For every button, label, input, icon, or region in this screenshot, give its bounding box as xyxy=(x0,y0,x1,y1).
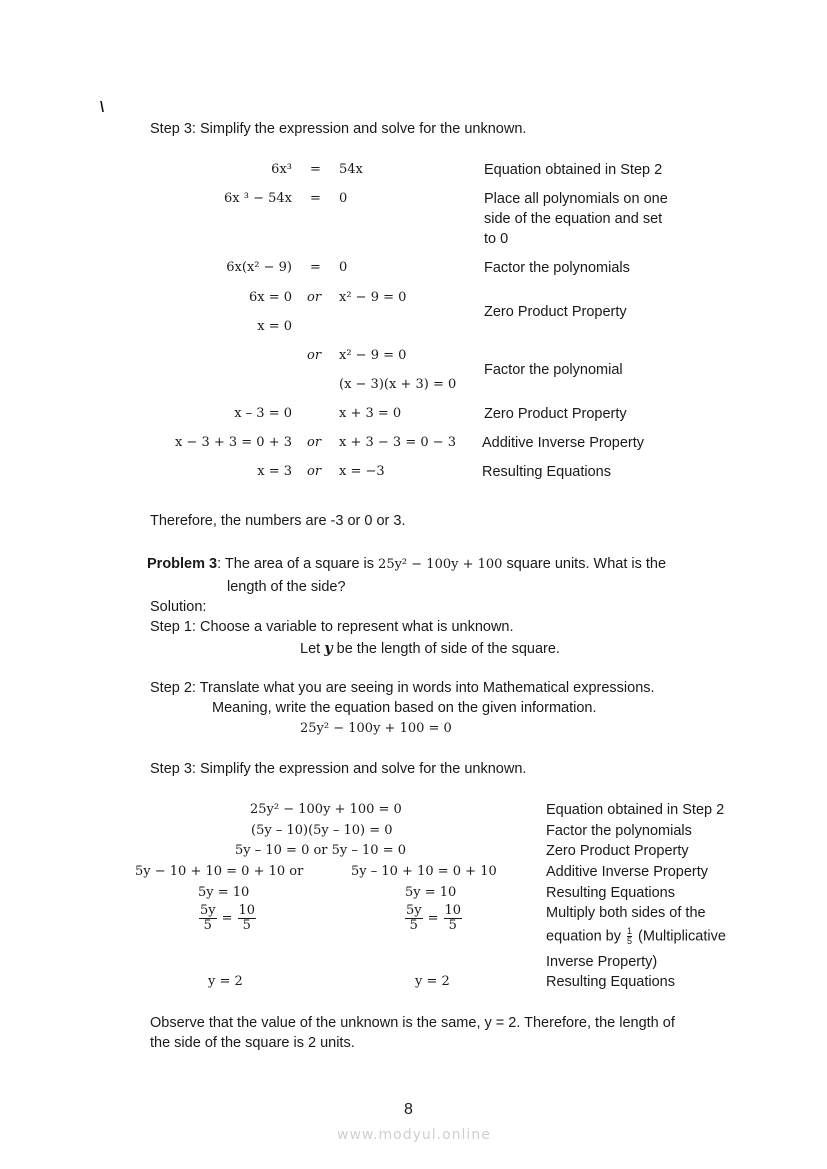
one-fifth-fraction xyxy=(627,927,632,946)
t1-r4-desc: Zero Product Property xyxy=(484,304,627,320)
frac-right-num-l: 5y xyxy=(406,903,422,918)
t1-r9-right: x + 3 − 3 = 0 − 3 xyxy=(339,435,457,450)
t1-r67-desc: Factor the polynomial xyxy=(484,362,623,378)
t1-r9-or: or xyxy=(307,435,322,450)
let-line xyxy=(300,640,560,658)
observe-line-2: the side of the square is 2 units. xyxy=(150,1035,355,1051)
step3b-heading: Step 3: Simplify the expression and solve for the unknown. xyxy=(150,761,527,777)
frac-left-eq: = xyxy=(221,910,233,926)
let-a: Let xyxy=(300,641,325,657)
t2-r4-right: 5y – 10 + 10 = 0 + 10 xyxy=(351,864,497,879)
t1-r2-eq: = xyxy=(310,191,321,206)
t1-r2-right: 0 xyxy=(339,191,348,206)
t2-r2-desc: Factor the polynomials xyxy=(546,823,692,839)
t2-r2-eq: (5y – 10)(5y – 10) = 0 xyxy=(251,823,393,838)
t2-r4-left: 5y − 10 + 10 = 0 + 10 or xyxy=(135,864,304,879)
page-number: 8 xyxy=(404,1101,413,1118)
frac-right-num-r: 10 xyxy=(444,903,462,918)
t1-r3-eq: = xyxy=(310,260,321,275)
t1-r8-right: x + 3 = 0 xyxy=(339,406,402,421)
let-var: y xyxy=(324,640,333,657)
t2-r3-desc: Zero Product Property xyxy=(546,843,689,859)
t2-r6-desc2b: (Multiplicative xyxy=(634,928,726,945)
t1-r9-left: x − 3 + 3 = 0 + 3 xyxy=(174,435,292,450)
frac-left-num-l: 5y xyxy=(200,903,216,918)
t1-r8-left: x – 3 = 0 xyxy=(234,406,292,421)
t1-r1-right: 54x xyxy=(339,162,363,177)
t1-r5-left: x = 0 xyxy=(257,319,292,334)
frac-right-eq: = xyxy=(427,910,439,926)
frac-right-den-l: 5 xyxy=(409,918,418,934)
t2-r6-desc2a: equation by xyxy=(546,928,626,945)
t1-r3-desc: Factor the polynomials xyxy=(484,260,630,276)
observe-line-1: Observe that the value of the unknown is the same, y = 2. Therefore, the length of xyxy=(150,1015,675,1031)
t1-r6-right: x² − 9 = 0 xyxy=(339,348,407,363)
one-fifth-num: 1 xyxy=(627,926,633,936)
t1-r10-or: or xyxy=(307,464,322,479)
t2-r7-left: y = 2 xyxy=(208,974,243,989)
t1-r2-desc3: to 0 xyxy=(484,231,509,247)
t2-r6-desc2 xyxy=(546,927,726,946)
t1-r3-right: 0 xyxy=(339,260,348,275)
t1-r10-right: x = −3 xyxy=(339,464,385,479)
t2-r7-desc: Resulting Equations xyxy=(546,974,675,990)
t1-r10-desc: Resulting Equations xyxy=(482,464,611,480)
t1-r8-desc: Zero Product Property xyxy=(484,406,627,422)
t1-r9-desc: Additive Inverse Property xyxy=(482,435,644,451)
t1-r4-left: 6x = 0 xyxy=(248,290,292,305)
step2-line1: Step 2: Translate what you are seeing in words into Mathematical expressions. xyxy=(150,680,655,696)
t1-r1-eq: = xyxy=(310,162,321,177)
t1-r1-desc: Equation obtained in Step 2 xyxy=(484,162,663,178)
t1-r4-right: x² − 9 = 0 xyxy=(339,290,407,305)
t2-r5-desc: Resulting Equations xyxy=(546,885,675,901)
problem3-expr: 25y² − 100y + 100 xyxy=(378,557,503,572)
t1-r6-or: or xyxy=(307,348,322,363)
t1-r3-left: 6x(x² − 9) xyxy=(226,260,292,275)
t1-r4-or: or xyxy=(307,290,322,305)
frac-left-num-r: 10 xyxy=(238,903,256,918)
frac-right-den-r: 5 xyxy=(448,918,457,934)
t2-r1-desc: Equation obtained in Step 2 xyxy=(546,802,725,818)
stray-mark: \ xyxy=(100,100,105,116)
t1-r1-left: 6x³ xyxy=(271,162,292,177)
problem3-text-b: square units. What is the xyxy=(502,556,667,572)
t1-r7-right: (x − 3)(x + 3) = 0 xyxy=(339,377,457,392)
t2-r7-right: y = 2 xyxy=(415,974,450,989)
t1-r2-left: 6x ³ − 54x xyxy=(224,191,292,206)
t2-fraction-left xyxy=(199,904,256,934)
t2-r3-eq: 5y – 10 = 0 or 5y – 10 = 0 xyxy=(235,843,407,858)
t1-r2-desc1: Place all polynomials on one xyxy=(484,191,668,207)
frac-left-den-r: 5 xyxy=(242,918,251,934)
frac-left-den-l: 5 xyxy=(203,918,212,934)
t2-r6-desc3: Inverse Property) xyxy=(546,954,658,970)
t2-r4-desc: Additive Inverse Property xyxy=(546,864,708,880)
problem3-label: Problem 3 xyxy=(147,556,218,572)
step2-equation: 25y² − 100y + 100 = 0 xyxy=(300,721,452,736)
step3-heading: Step 3: Simplify the expression and solve for the unknown. xyxy=(150,121,527,137)
step1-text: Step 1: Choose a variable to represent what is unknown. xyxy=(150,619,514,635)
t2-fraction-right xyxy=(405,904,462,934)
t1-r10-left: x = 3 xyxy=(257,464,292,479)
t2-r5-right: 5y = 10 xyxy=(405,885,457,900)
one-fifth-den: 5 xyxy=(627,936,633,946)
problem3-line2: length of the side? xyxy=(227,579,346,595)
t1-r2-desc2: side of the equation and set xyxy=(484,211,663,227)
problem3-text-a: : The area of a square is xyxy=(217,556,379,572)
let-b: be the length of side of the square. xyxy=(332,641,560,657)
solution-label: Solution: xyxy=(150,599,207,615)
watermark: www.modyul.online xyxy=(337,1127,491,1143)
problem3-line1 xyxy=(147,556,666,573)
step2-line2: Meaning, write the equation based on the given information. xyxy=(212,700,597,716)
t2-r5-left: 5y = 10 xyxy=(198,885,250,900)
t2-r6-desc1: Multiply both sides of the xyxy=(546,905,706,921)
conclusion-1: Therefore, the numbers are -3 or 0 or 3. xyxy=(150,513,406,529)
t2-r1-eq: 25y² − 100y + 100 = 0 xyxy=(250,802,402,817)
